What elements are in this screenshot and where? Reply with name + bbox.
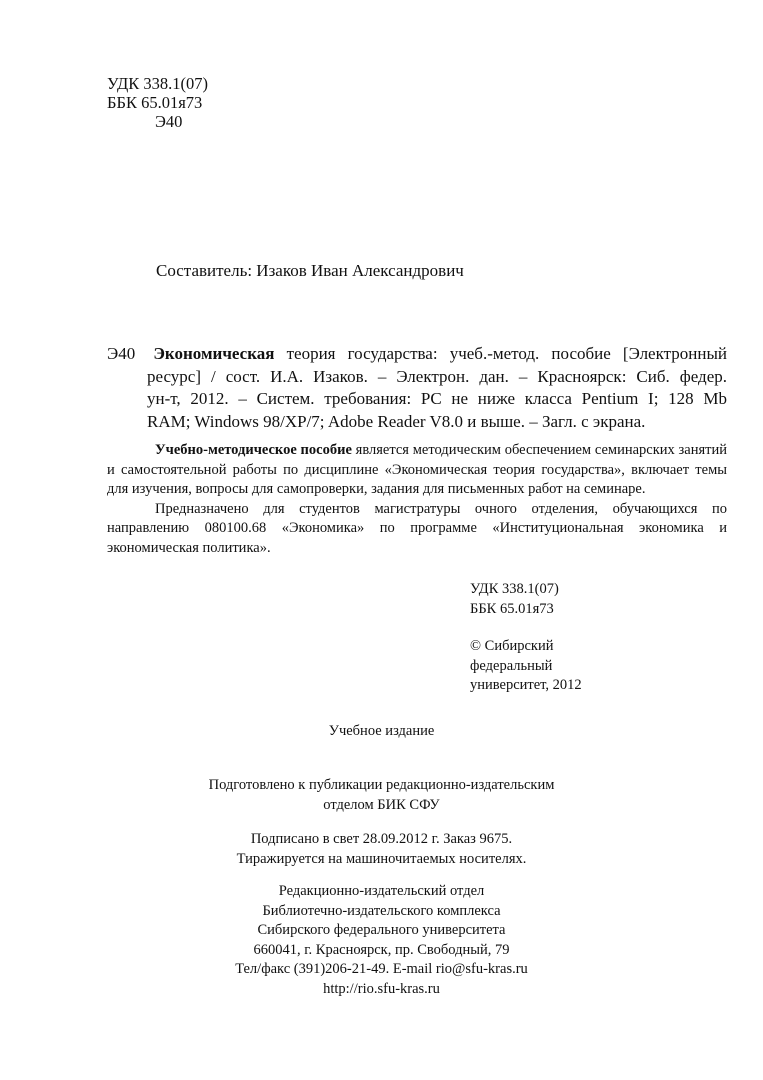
author-mark: Э40 [155,112,183,131]
signed-line-1: Подписано в свет 28.09.2012 г. Заказ 9675. [250,831,513,847]
bbk-code-right: ББК 65.01я73 [470,600,554,617]
prepared-block [0,776,763,815]
abstract-para-1-rest: является методическим обеспечением семинарских занятий и самостоятельной работы по дисциплине «Экономическая теория государства», включает темы для изучения, вопросы для самопроверки, задания для письменных работ на семинаре. [107,442,728,497]
header-codes [107,74,208,131]
publisher-line-3: Сибирского федерального университета [257,922,506,938]
abstract-paragraph-2: Предназначено для студентов магистратуры очного отделения, обучающихся по направлению 080100.68 «Экономика» по программе «Институциональная экономика и экономическая политика». [107,500,727,556]
catalog-title-bold: Экономическая [153,344,275,363]
copyright-line-1: © Сибирский [470,638,554,654]
catalog-line-1 [107,343,727,366]
publisher-line-5: Тел/факс (391)206-21-49. E-mail rio@sfu-kras.ru [235,961,528,977]
udk-code-right: УДК 338.1(07) [470,581,559,597]
catalog-entry [107,343,727,433]
catalog-code: Э40 [107,344,136,363]
publisher-line-2: Библиотечно-издательского комплекса [262,902,501,919]
publisher-line-1: Редакционно-издательский отдел [278,883,485,899]
catalog-line-2: ресурс] / сост. И.А. Изаков. – Электрон. дан. – Красноярск: Сиб. федер. [147,366,727,386]
signed-line-2: Тиражируется на машиночитаемых носителях. [236,850,527,867]
publisher-line-4: 660041, г. Красноярск, пр. Свободный, 79 [253,941,510,958]
copyright-line-2: федеральный [470,657,553,674]
publisher-line-6: http://rio.sfu-kras.ru [323,980,440,997]
catalog-line-3: ун-т, 2012. – Систем. требования: PC не ниже класса Pentium I; 128 Mb [147,389,727,408]
publisher-block [0,882,763,999]
abstract [107,441,727,558]
prepared-line-2: отделом БИК СФУ [323,796,440,813]
signed-block [0,830,763,869]
bbk-code: ББК 65.01я73 [107,93,203,112]
abstract-bold-lead: Учебно-методическое пособие [155,442,352,458]
right-codes-block [470,580,582,696]
abstract-paragraph-1 [107,441,727,500]
copyright-line-3: университет, 2012 [470,677,582,693]
catalog-line-4: RAM; Windows 98/XP/7; Adobe Reader V8.0 и выше. – Загл. с экрана. [147,411,646,431]
edition-type: Учебное издание [328,723,435,739]
udk-code: УДК 338.1(07) [107,74,209,93]
prepared-line-1: Подготовлено к публикации редакционно-издательским [208,777,555,793]
compiler-line: Составитель: Изаков Иван Александрович [156,261,464,280]
catalog-line-1-rest: теория государства: учеб.-метод. пособие [Электронный [274,344,727,363]
